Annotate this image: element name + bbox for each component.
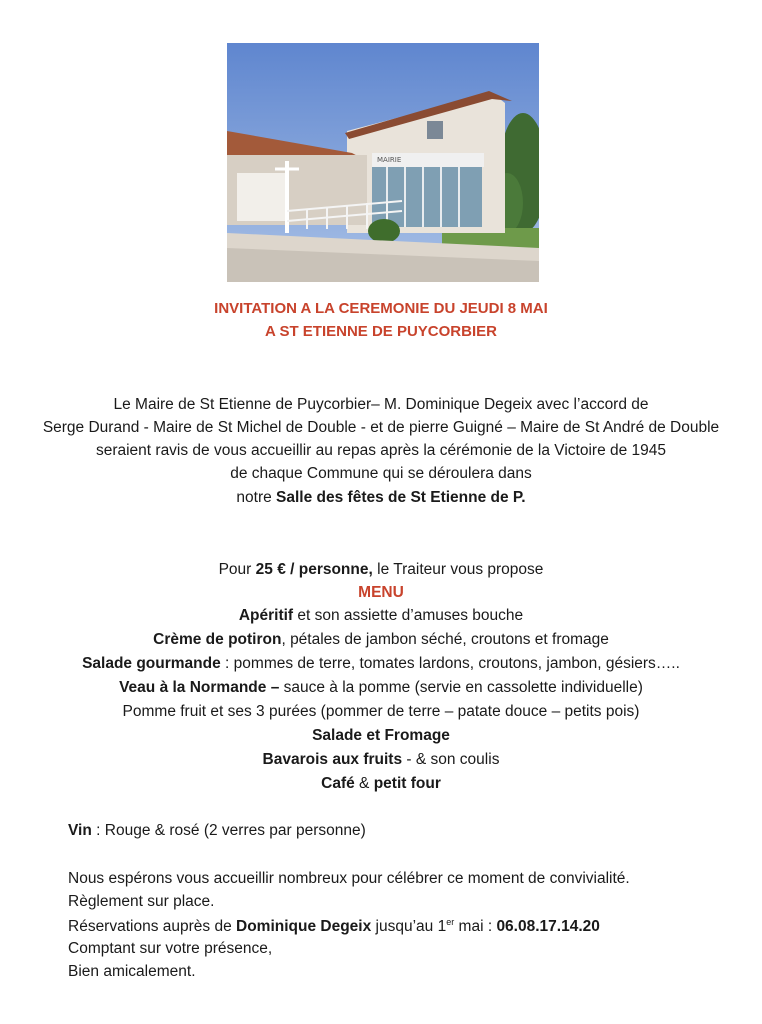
price-offer xyxy=(0,561,762,579)
offer-suffix: le Traiteur vous propose xyxy=(372,561,544,578)
intro-line-5-text: notre xyxy=(236,489,277,506)
menu-item: Café & petit four xyxy=(321,775,441,792)
venue-name: Salle des fêtes de St Etienne de P. xyxy=(276,489,526,506)
intro-line-4: de chaque Commune qui se déroulera dans xyxy=(230,465,532,482)
intro-line-5 xyxy=(0,489,762,507)
closing-line-2: Règlement sur place. xyxy=(68,893,215,910)
contact-name: Dominique Degeix xyxy=(236,918,372,935)
town-hall-photo xyxy=(227,43,539,282)
closing-line-5: Bien amicalement. xyxy=(68,963,196,980)
menu-item: Apéritif et son assiette d’amuses bouche xyxy=(238,607,524,624)
menu-item: Veau à la Normande – sauce à la pomme (servie en cassolette individuelle) xyxy=(119,679,643,696)
wine-line: Vin : Rouge & rosé (2 verres par personne) xyxy=(68,822,366,839)
offer-prefix: Pour xyxy=(218,561,256,578)
intro-line-1: Le Maire de St Etienne de Puycorbier– M. Dominique Degeix avec l’accord de xyxy=(113,396,649,413)
menu-item: Pomme fruit et ses 3 purées (pommer de terre – patate douce – petits pois) xyxy=(122,703,640,720)
closing-line-4: Comptant sur votre présence, xyxy=(68,940,273,957)
menu-item: Salade et Fromage xyxy=(312,727,450,744)
menu-item: Bavarois aux fruits - & son coulis xyxy=(262,751,500,768)
closing-line-1: Nous espérons vous accueillir nombreux pour célébrer ce moment de convivialité. xyxy=(68,870,630,887)
phone-number: 06.08.17.14.20 xyxy=(496,918,600,935)
invitation-title-line2: A ST ETIENNE DE PUYCORBIER xyxy=(265,323,497,340)
invitation-title-line1: INVITATION A LA CEREMONIE DU JEUDI 8 MAI xyxy=(214,300,548,317)
menu-item: Crème de potiron, pétales de jambon séché, croutons et fromage xyxy=(153,631,609,648)
price: 25 € / personne, xyxy=(255,561,373,578)
intro-line-3: seraient ravis de vous accueillir au repas après la cérémonie de la Victoire de 1945 xyxy=(95,442,667,459)
photo-sign: MAIRIE xyxy=(377,156,402,164)
menu-title: MENU xyxy=(358,584,404,601)
reservation-line: Réservations auprès de Dominique Degeix jusqu’au 1er mai : 06.08.17.14.20 xyxy=(68,917,600,935)
menu-item: Salade gourmande : pommes de terre, tomates lardons, croutons, jambon, gésiers….. xyxy=(82,655,680,672)
intro-line-2: Serge Durand - Maire de St Michel de Double - et de pierre Guigné – Maire de St André de Double xyxy=(42,419,720,436)
